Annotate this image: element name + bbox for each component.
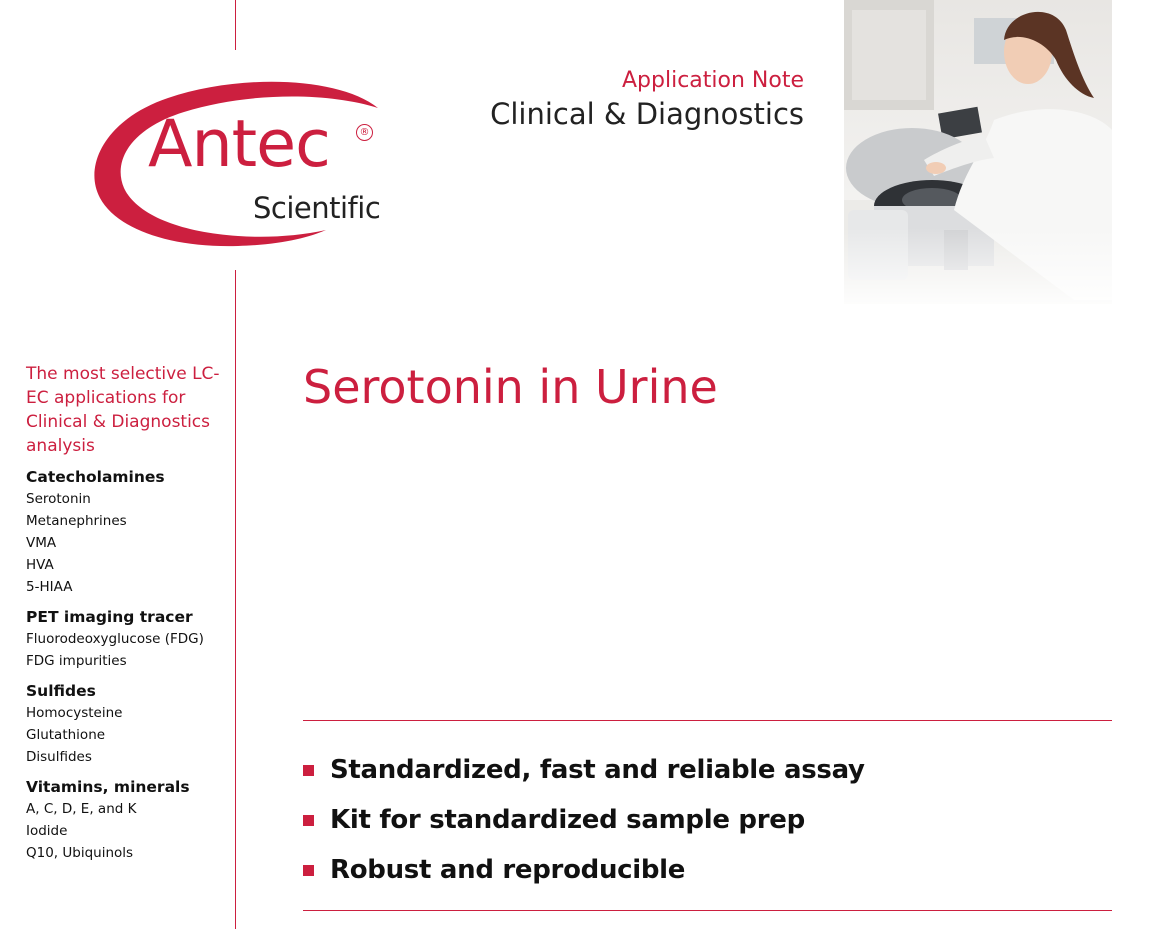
highlights-list (303, 745, 865, 895)
page-title: Serotonin in Urine (303, 360, 718, 414)
highlights-top-rule (303, 720, 1112, 721)
highlight-item (303, 795, 865, 845)
sidebar-item: Q10, Ubiquinols (26, 845, 134, 861)
sidebar-item: HVA (26, 557, 54, 573)
sidebar-item: Iodide (26, 823, 68, 839)
sidebar-intro: The most selective LC-EC applications for Clinical & Diagnostics analysis (26, 364, 220, 456)
sidebar-item: Homocysteine (26, 705, 123, 721)
sidebar-item: VMA (26, 535, 57, 551)
square-bullet-icon (303, 815, 314, 826)
highlight-text: Standardized, fast and reliable assay (330, 755, 865, 785)
sidebar-item: Glutathione (26, 727, 106, 743)
sidebar-item: FDG impurities (26, 653, 127, 669)
highlight-item (303, 845, 865, 895)
top-divider-line (235, 0, 236, 50)
sidebar-group-heading: Catecholamines (26, 468, 165, 486)
sidebar-group-heading: Sulfides (26, 682, 96, 700)
sidebar-group (26, 776, 226, 864)
category-label: Clinical & Diagnostics (490, 97, 804, 131)
sidebar-group (26, 606, 226, 672)
antec-logo (88, 76, 398, 254)
sidebar-group-heading: PET imaging tracer (26, 608, 193, 626)
sidebar-item: Fluorodeoxyglucose (FDG) (26, 631, 204, 647)
logo-wordmark: Antec (148, 107, 330, 182)
logo-subtitle: Scientific (253, 191, 381, 225)
square-bullet-icon (303, 765, 314, 776)
sidebar-group (26, 466, 226, 598)
sidebar-divider-line (235, 270, 236, 929)
lab-technician-photo (844, 0, 1112, 304)
sidebar-group-heading: Vitamins, minerals (26, 778, 190, 796)
sidebar-group (26, 680, 226, 768)
highlight-text: Robust and reproducible (330, 855, 686, 885)
sidebar (26, 362, 226, 872)
sidebar-item: 5-HIAA (26, 579, 73, 595)
sidebar-item: A, C, D, E, and K (26, 801, 137, 817)
registered-mark: ® (356, 124, 373, 141)
square-bullet-icon (303, 865, 314, 876)
highlight-text: Kit for standardized sample prep (330, 805, 805, 835)
highlights-bottom-rule (303, 910, 1112, 911)
sidebar-item: Disulfides (26, 749, 92, 765)
sidebar-item: Serotonin (26, 491, 91, 507)
highlight-item (303, 745, 865, 795)
application-note-label: Application Note (622, 68, 804, 93)
sidebar-item: Metanephrines (26, 513, 127, 529)
